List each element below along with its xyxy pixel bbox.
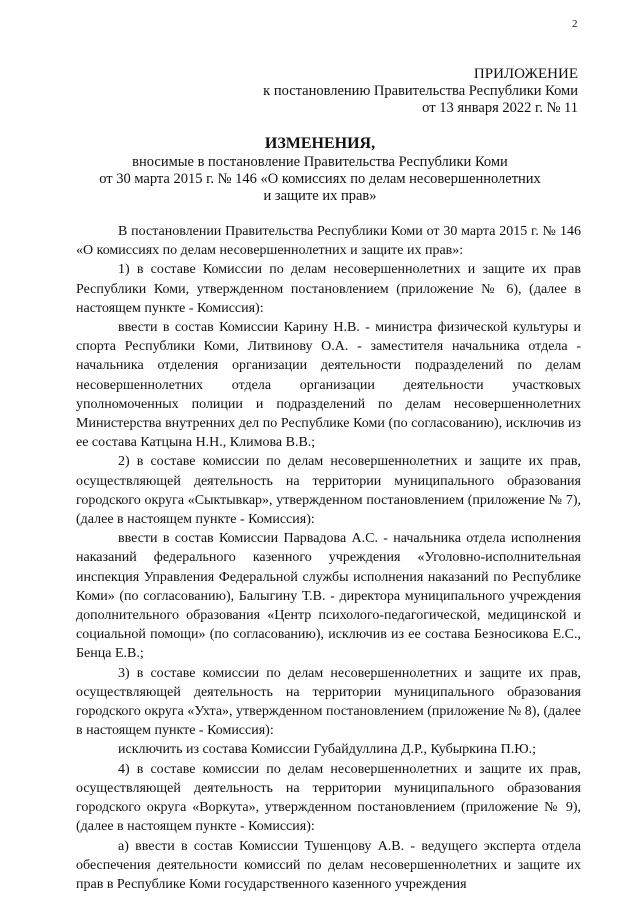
appendix-line: к постановлению Правительства Республики Коми bbox=[263, 83, 578, 99]
paragraph: 3) в составе комиссии по делам несовершеннолетних и защите их прав, осуществляющей деятельность на территории муниципального образования городского округа «Ухта», утвержденном постановлением (приложение № 8), (далее в настоящем пункте - Комиссия): bbox=[76, 665, 581, 739]
paragraph: В постановлении Правительства Республики Коми от 30 марта 2015 г. № 146 «О комиссиях по делам несовершеннолетних и защите их прав»: bbox=[76, 224, 581, 259]
heading-subtitle: вносимые в постановление Правительства Республики Коми bbox=[132, 154, 508, 170]
document-body bbox=[76, 222, 581, 894]
paragraph: 4) в составе комиссии по делам несовершеннолетних и защите их прав, осуществляющей деятельность на территории муниципального образования городского округа «Воркута», утвержденном постановлением (приложение № 9), (далее в настоящем пункте - Комиссия): bbox=[76, 761, 581, 835]
heading-subtitle: и защите их прав» bbox=[263, 188, 377, 204]
document-heading bbox=[0, 134, 640, 205]
heading-title: ИЗМЕНЕНИЯ, bbox=[264, 135, 376, 152]
paragraph: исключить из состава Комиссии Губайдуллина Д.Р., Кубыркина П.Ю.; bbox=[118, 742, 537, 758]
appendix-block bbox=[263, 66, 578, 117]
appendix-title: ПРИЛОЖЕНИЕ bbox=[473, 66, 578, 82]
paragraph: ввести в состав Комиссии Парвадова А.С. - начальника отдела исполнения наказаний федерального казенного учреждения «Уголовно-исполнительная инспекция Управления Федеральной службы исполнения наказаний по Республике Коми» (по согласованию), Балыгину Т.В. - директора муниципального учреждения дополнительного образования «Центр психолого-педагогической, медицинской и социальной помощи» (по согласованию), исключив из ее состава Безносикова Е.С., Бенца Е.В.; bbox=[76, 531, 581, 662]
page-number: 2 bbox=[572, 18, 578, 30]
paragraph: 2) в составе комиссии по делам несовершеннолетних и защите их прав, осуществляющей деятельность на территории муниципального образования городского округа «Сыктывкар», утвержденном постановлением (приложение № 7), (далее в настоящем пункте - Комиссия): bbox=[76, 454, 581, 528]
appendix-line: от 13 января 2022 г. № 11 bbox=[422, 100, 578, 116]
paragraph: а) ввести в состав Комиссии Тушенцову А.В. - ведущего эксперта отдела обеспечения деятельности комиссий по делам несовершеннолетних и защите их прав в Республике Коми государственного казенного учреждения bbox=[76, 838, 581, 892]
paragraph: 1) в составе Комиссии по делам несовершеннолетних и защите их прав Республики Коми, утвержденном постановлением (приложение № 6), (далее в настоящем пункте - Комиссия): bbox=[76, 262, 581, 316]
paragraph: ввести в состав Комиссии Карину Н.В. - министра физической культуры и спорта Республики Коми, Литвинову О.А. - заместителя начальника отдела - начальника отделения организации деятельности подразделений по делам несовершеннолетних отдела организации деятельности участковых уполномоченных полиции и подразделений по делам несовершеннолетних Министерства внутренних дел по Республике Коми (по согласованию), исключив из ее состава Катцына Н.Н., Климова В.В.; bbox=[76, 320, 581, 451]
heading-subtitle: от 30 марта 2015 г. № 146 «О комиссиях по делам несовершеннолетних bbox=[99, 171, 541, 187]
